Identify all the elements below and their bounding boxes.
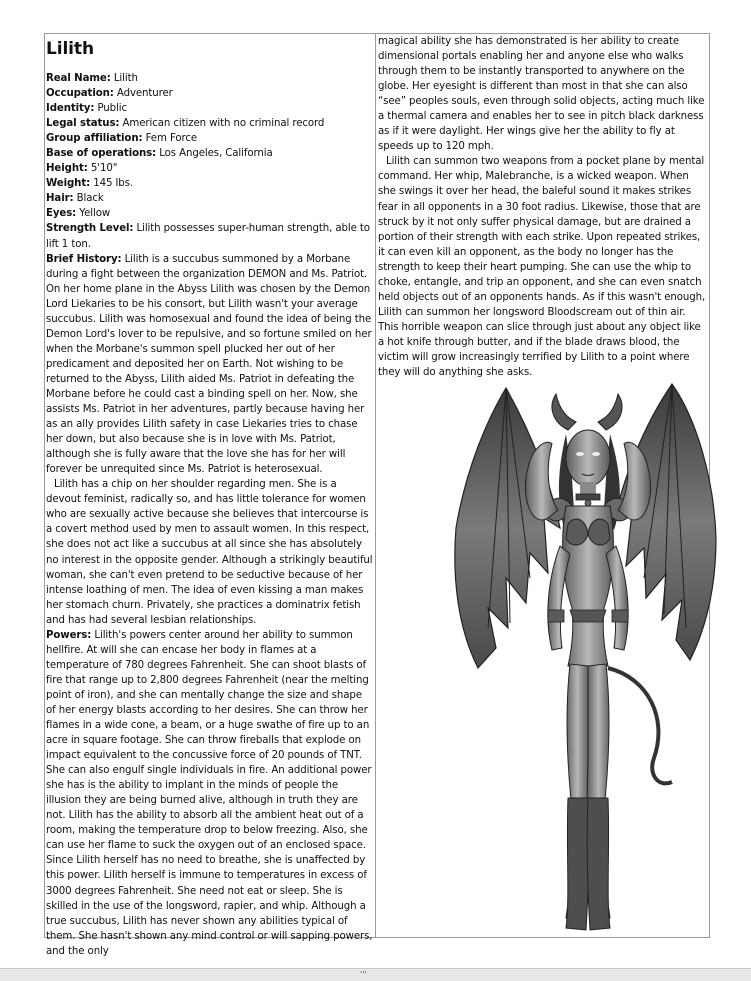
stat-row xyxy=(46,71,373,86)
stat-value: 5'10" xyxy=(90,163,118,175)
stat-value: Public xyxy=(97,103,127,115)
powers-label: Powers: xyxy=(46,629,92,641)
page-title: Lilith xyxy=(46,39,94,59)
strength-value: Lilith possesses super-human strength, able to lift 1 ton. xyxy=(46,223,370,250)
stat-label: Occupation: xyxy=(46,88,114,100)
stat-block xyxy=(46,71,373,221)
stat-row xyxy=(46,131,373,146)
history-paragraph-2: Lilith has a chip on her shoulder regarding men. She is a devout feminist, radically so, and has little tolerance for women who are sexually active because she believes that intercourse is a covert method used by men to assault women. In this respect, she does not act like a succubus at all since she has absolutely no interest in the opposite gender. Although a strikingly beautiful woman, she can't even pretend to be seductive because of her intense loathing of men. The idea of even kissing a man makes her stomach churn. Privately, she practices a dominatrix fetish and has had several lesbian relationships. xyxy=(46,479,373,626)
powers-paragraph-2: Lilith can summon two weapons from a pocket plane by mental command. Her whip, Malebranche, is a wicked weapon. When she swings it over her head, the baleful sound it makes strikes fear in all opponents in a 30 foot radius. Likewise, those that are struck by it not only suffer physical damage, but are drained a portion of their strength with each strike. Upon repeated strikes, it can even kill an opponent, as the body no longer has the strength to keep their heart pumping. She can use the whip to choke, entangle, and trip an opponent, and she can even snatch held objects out of an opponents hands. As if this wasn't enough, Lilith can summon her longsword Bloodscream out of thin air. This horrible weapon can slice through just about any object like a hot knife through butter, and if the blade draws blood, the victim will grow increasingly terrified by Lilith to a point where they will do anything she asks. xyxy=(378,156,706,379)
stat-value: 145 lbs. xyxy=(93,178,133,190)
stat-label: Identity: xyxy=(46,103,95,115)
stat-value: Black xyxy=(76,193,104,205)
stat-row xyxy=(46,86,373,101)
stat-label: Real Name: xyxy=(46,73,111,84)
powers xyxy=(46,628,373,959)
stat-label: Eyes: xyxy=(46,208,77,220)
brief-history xyxy=(46,252,373,478)
bottom-scrollbar[interactable] xyxy=(0,968,751,981)
history-paragraph-1: Lilith is a succubus summoned by a Morbane during a fight between the organization DEMON and Ms. Patriot. On her home plane in the Abyss Lilith was chosen by the Demon Lord Liekaries to be his consort, but Lilith wasn't your average succubus. Lilith was homosexual and found the idea of being the Demon Lord's lover to be repulsive, and so fortune smiled on her when the Morbane's summon spell plucked her out of her predicament and deposited her on Earth. Not wishing to be returned to the Abyss, Lilith aided Ms. Patriot in defeating the Morbane before he could cast a binding spell on her. Now, she assists Ms. Patriot in her adventures, partly because having her as an ally provides Lilith safety in case Liekaries tries to chase her down, but also because she is in love with Ms. Patriot, although she is fully aware that the love she has for her will forever be unrequited since Ms. Patriot is heterosexual. xyxy=(46,253,372,476)
right-column xyxy=(378,34,708,380)
scroll-grip[interactable]: ''' xyxy=(360,970,367,979)
stat-label: Legal status: xyxy=(46,118,120,130)
stat-label: Weight: xyxy=(46,178,91,190)
stat-row xyxy=(46,206,373,221)
stat-row xyxy=(46,176,373,191)
column-divider xyxy=(375,33,376,938)
stat-value: American citizen with no criminal record xyxy=(122,118,325,130)
stat-row xyxy=(46,101,373,116)
stat-value: Fem Force xyxy=(145,133,198,145)
powers-paragraph-1-continued: magical ability she has demonstrated is her ability to create dimensional portals enabling her and anyone else who walks through them to be instantly transported to anywhere on the globe. Her eyesight is different than most in that she can also “see” peoples souls, even through solid objects, acting much like a thermal camera and enables her to see in pitch black darkness as if it were daylight. Her wings give her the ability to fly at speeds up to 120 mph. xyxy=(378,36,705,153)
succubus-illustration xyxy=(448,378,718,936)
stat-value: Los Angeles, California xyxy=(159,148,273,160)
history-label: Brief History: xyxy=(46,253,122,265)
stat-label: Height: xyxy=(46,163,88,175)
powers-paragraph-1: Lilith's powers center around her ability to summon hellfire. At will she can encase her body in flames at a temperature of 780 degrees Fahrenheit. She can shoot blasts of fire that range up to 2,800 degrees Fahrenheit (near the melting point of iron), and she can mentally change the size and shape of her energy blasts according to her desires. She can throw her flames in a wide cone, a beam, or a huge swathe of fire up to an acre in square footage. She can throw fireballs that explode on impact equivalent to the concussive force of 20 pounds of TNT. She can also engulf single individuals in fire. An additional power she has is the ability to implant in the minds of people the illusion they are being burned alive, although in truth they are not. Lilith has the ability to absorb all the ambient heat out of a room, making the temperature drop to below freezing. Also, she can use her flame to suck the oxygen out of an enclosed space. Since Lilith herself has no need to breathe, she is unaffected by this power. Lilith herself is immune to temperatures in excess of 3000 degrees Fahrenheit. She need not eat or sleep. She is skilled in the use of the longsword, rapier, and whip. Although a true succubus, Lilith has never shown any abilities typical of them. She hasn't shown any mind control or will sapping powers, and the only xyxy=(46,629,373,957)
stat-label: Hair: xyxy=(46,193,74,205)
stat-value: Lilith xyxy=(113,73,138,84)
stat-row xyxy=(46,146,373,161)
left-column xyxy=(46,34,373,957)
strength-level xyxy=(46,221,373,251)
stat-label: Base of operations: xyxy=(46,148,157,160)
stat-value: Yellow xyxy=(79,208,111,220)
stat-row xyxy=(46,116,373,131)
stat-value: Adventurer xyxy=(116,88,173,100)
strength-label: Strength Level: xyxy=(46,223,134,235)
stat-label: Group affiliation: xyxy=(46,133,143,145)
stat-row xyxy=(46,191,373,206)
stat-row xyxy=(46,161,373,176)
